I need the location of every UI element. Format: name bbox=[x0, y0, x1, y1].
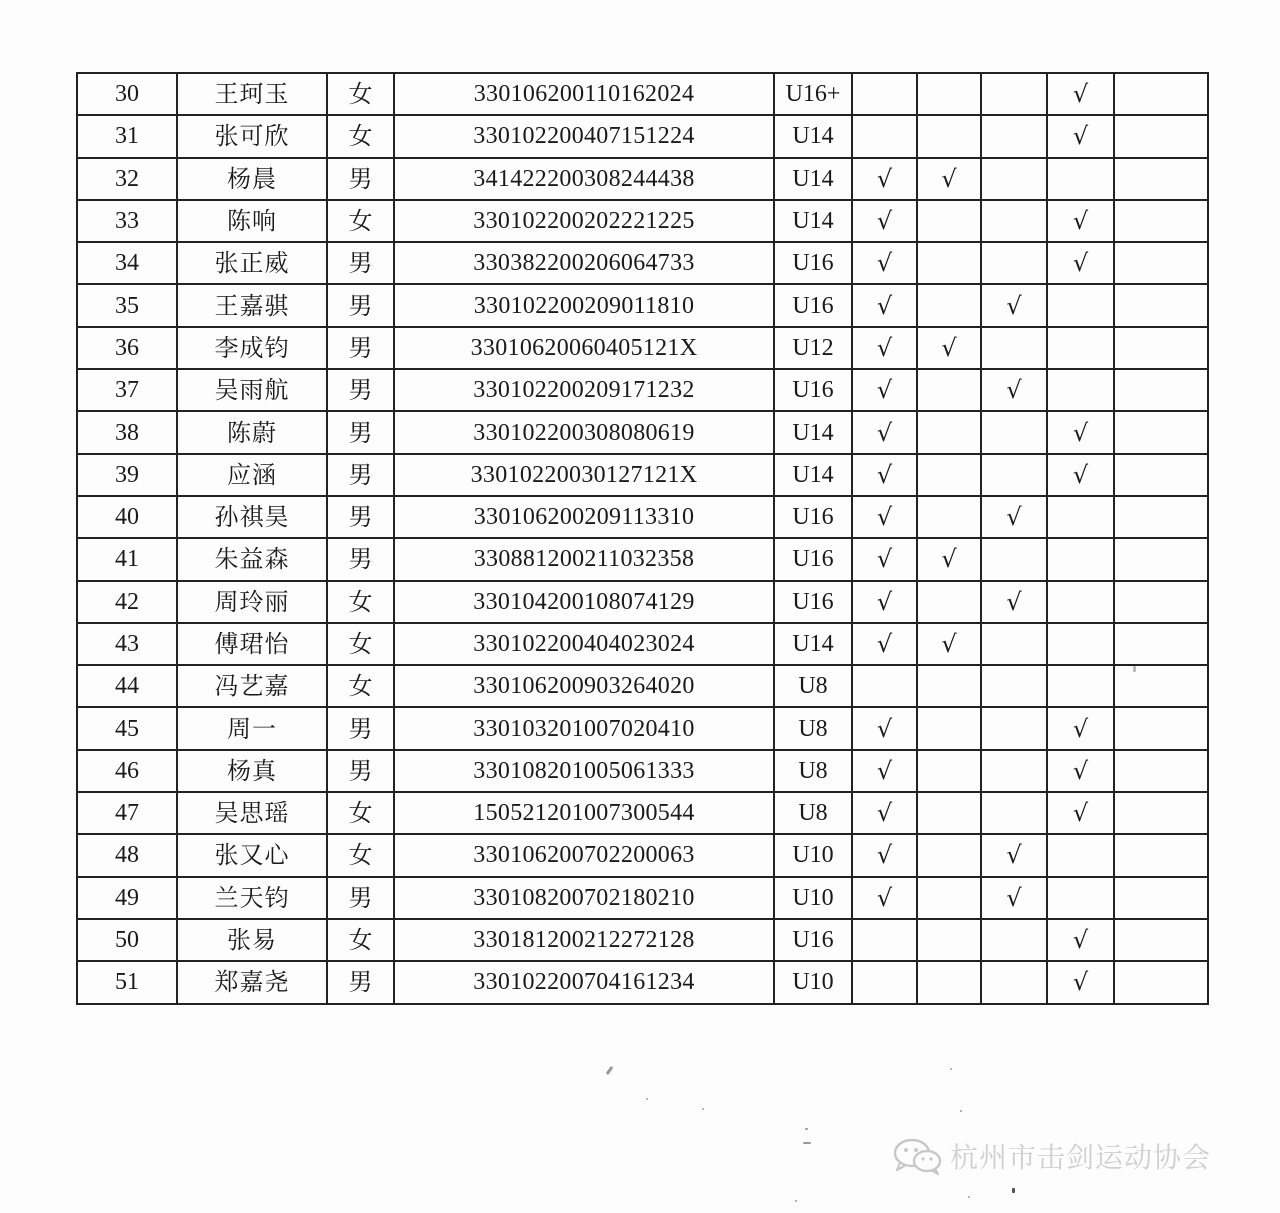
cell-gender: 女 bbox=[327, 581, 394, 623]
cell-check-5 bbox=[1114, 496, 1208, 538]
cell-name: 郑嘉尧 bbox=[177, 961, 327, 1003]
cell-check-3: √ bbox=[981, 496, 1047, 538]
cell-id-number: 330102200308080619 bbox=[394, 411, 774, 453]
cell-check-3: √ bbox=[981, 284, 1047, 326]
cell-id-number: 33010220030127121X bbox=[394, 454, 774, 496]
cell-name: 张可欣 bbox=[177, 115, 327, 157]
table-row bbox=[77, 623, 1208, 665]
cell-check-5 bbox=[1114, 115, 1208, 157]
cell-check-1: √ bbox=[852, 242, 917, 284]
cell-age-group: U14 bbox=[774, 158, 852, 200]
cell-check-5 bbox=[1114, 369, 1208, 411]
cell-number: 36 bbox=[77, 327, 177, 369]
cell-age-group: U8 bbox=[774, 750, 852, 792]
cell-check-4: √ bbox=[1047, 792, 1114, 834]
cell-check-1 bbox=[852, 73, 917, 115]
cell-check-4: √ bbox=[1047, 115, 1114, 157]
cell-number: 31 bbox=[77, 115, 177, 157]
cell-check-1 bbox=[852, 961, 917, 1003]
cell-id-number: 150521201007300544 bbox=[394, 792, 774, 834]
cell-check-4 bbox=[1047, 665, 1114, 707]
cell-check-3: √ bbox=[981, 581, 1047, 623]
cell-name: 张易 bbox=[177, 919, 327, 961]
cell-check-5 bbox=[1114, 750, 1208, 792]
cell-check-1: √ bbox=[852, 369, 917, 411]
cell-check-3: √ bbox=[981, 834, 1047, 876]
cell-name: 王嘉骐 bbox=[177, 284, 327, 326]
cell-check-4 bbox=[1047, 623, 1114, 665]
cell-check-1: √ bbox=[852, 877, 917, 919]
cell-gender: 女 bbox=[327, 115, 394, 157]
scan-speck bbox=[805, 1128, 808, 1130]
cell-check-1: √ bbox=[852, 707, 917, 749]
cell-age-group: U16 bbox=[774, 369, 852, 411]
cell-gender: 男 bbox=[327, 454, 394, 496]
cell-number: 45 bbox=[77, 707, 177, 749]
cell-check-4 bbox=[1047, 284, 1114, 326]
cell-name: 吴思瑶 bbox=[177, 792, 327, 834]
table-row bbox=[77, 411, 1208, 453]
watermark bbox=[892, 1136, 1211, 1176]
cell-check-2 bbox=[917, 665, 981, 707]
cell-gender: 男 bbox=[327, 369, 394, 411]
cell-check-3 bbox=[981, 707, 1047, 749]
cell-id-number: 330108201005061333 bbox=[394, 750, 774, 792]
cell-check-5 bbox=[1114, 792, 1208, 834]
cell-gender: 男 bbox=[327, 707, 394, 749]
cell-check-5 bbox=[1114, 919, 1208, 961]
cell-id-number: 330102200704161234 bbox=[394, 961, 774, 1003]
table-row bbox=[77, 877, 1208, 919]
cell-gender: 女 bbox=[327, 73, 394, 115]
table-row bbox=[77, 834, 1208, 876]
cell-id-number: 330104200108074129 bbox=[394, 581, 774, 623]
cell-number: 32 bbox=[77, 158, 177, 200]
cell-check-1: √ bbox=[852, 538, 917, 580]
cell-name: 张正威 bbox=[177, 242, 327, 284]
cell-check-2 bbox=[917, 73, 981, 115]
cell-number: 44 bbox=[77, 665, 177, 707]
cell-name: 吴雨航 bbox=[177, 369, 327, 411]
cell-check-1: √ bbox=[852, 581, 917, 623]
scan-speck bbox=[960, 1110, 962, 1112]
watermark-text: 杭州市击剑运动协会 bbox=[950, 1141, 1212, 1174]
cell-number: 51 bbox=[77, 961, 177, 1003]
cell-number: 42 bbox=[77, 581, 177, 623]
cell-check-5 bbox=[1114, 581, 1208, 623]
cell-check-5 bbox=[1114, 665, 1208, 707]
table-row bbox=[77, 792, 1208, 834]
cell-check-3 bbox=[981, 73, 1047, 115]
cell-age-group: U10 bbox=[774, 961, 852, 1003]
cell-check-5 bbox=[1114, 284, 1208, 326]
cell-check-3 bbox=[981, 242, 1047, 284]
cell-id-number: 330102200202221225 bbox=[394, 200, 774, 242]
cell-id-number: 330108200702180210 bbox=[394, 877, 774, 919]
cell-check-3 bbox=[981, 750, 1047, 792]
cell-age-group: U12 bbox=[774, 327, 852, 369]
cell-check-1 bbox=[852, 665, 917, 707]
cell-number: 41 bbox=[77, 538, 177, 580]
cell-age-group: U8 bbox=[774, 792, 852, 834]
table-row bbox=[77, 115, 1208, 157]
cell-check-4: √ bbox=[1047, 707, 1114, 749]
cell-check-5 bbox=[1114, 327, 1208, 369]
scan-speck bbox=[1012, 1188, 1015, 1193]
cell-number: 30 bbox=[77, 73, 177, 115]
cell-check-1: √ bbox=[852, 834, 917, 876]
cell-gender: 男 bbox=[327, 750, 394, 792]
cell-name: 杨晨 bbox=[177, 158, 327, 200]
cell-check-1: √ bbox=[852, 623, 917, 665]
cell-check-4: √ bbox=[1047, 242, 1114, 284]
cell-check-4 bbox=[1047, 877, 1114, 919]
scan-speck bbox=[606, 1066, 614, 1075]
cell-age-group: U14 bbox=[774, 115, 852, 157]
cell-id-number: 33010620060405121X bbox=[394, 327, 774, 369]
cell-id-number: 330102200404023024 bbox=[394, 623, 774, 665]
cell-check-2 bbox=[917, 454, 981, 496]
table-row bbox=[77, 496, 1208, 538]
cell-check-4: √ bbox=[1047, 411, 1114, 453]
table-row bbox=[77, 581, 1208, 623]
cell-check-2 bbox=[917, 792, 981, 834]
cell-check-2 bbox=[917, 200, 981, 242]
cell-check-4: √ bbox=[1047, 750, 1114, 792]
cell-check-2 bbox=[917, 750, 981, 792]
cell-id-number: 330382200206064733 bbox=[394, 242, 774, 284]
table-row bbox=[77, 454, 1208, 496]
cell-check-4 bbox=[1047, 327, 1114, 369]
cell-check-4 bbox=[1047, 834, 1114, 876]
cell-age-group: U10 bbox=[774, 834, 852, 876]
cell-gender: 女 bbox=[327, 792, 394, 834]
cell-check-2 bbox=[917, 834, 981, 876]
scan-speck bbox=[968, 1196, 970, 1198]
cell-age-group: U8 bbox=[774, 707, 852, 749]
table-row bbox=[77, 327, 1208, 369]
cell-gender: 男 bbox=[327, 284, 394, 326]
cell-id-number: 330106200702200063 bbox=[394, 834, 774, 876]
cell-check-3 bbox=[981, 961, 1047, 1003]
table-row bbox=[77, 707, 1208, 749]
cell-check-5 bbox=[1114, 834, 1208, 876]
cell-check-3: √ bbox=[981, 369, 1047, 411]
cell-check-5 bbox=[1114, 200, 1208, 242]
cell-id-number: 330103201007020410 bbox=[394, 707, 774, 749]
cell-check-4: √ bbox=[1047, 200, 1114, 242]
cell-check-1: √ bbox=[852, 496, 917, 538]
table-row bbox=[77, 665, 1208, 707]
cell-gender: 男 bbox=[327, 538, 394, 580]
cell-check-3 bbox=[981, 538, 1047, 580]
scan-speck bbox=[646, 1098, 648, 1100]
cell-name: 张又心 bbox=[177, 834, 327, 876]
cell-gender: 女 bbox=[327, 623, 394, 665]
cell-check-2 bbox=[917, 581, 981, 623]
cell-check-1: √ bbox=[852, 327, 917, 369]
cell-check-1 bbox=[852, 919, 917, 961]
cell-check-2 bbox=[917, 284, 981, 326]
cell-number: 35 bbox=[77, 284, 177, 326]
cell-gender: 女 bbox=[327, 200, 394, 242]
cell-check-5 bbox=[1114, 454, 1208, 496]
cell-check-4 bbox=[1047, 496, 1114, 538]
scan-speck bbox=[702, 1108, 704, 1110]
cell-number: 40 bbox=[77, 496, 177, 538]
cell-check-2 bbox=[917, 961, 981, 1003]
cell-check-1 bbox=[852, 115, 917, 157]
cell-number: 38 bbox=[77, 411, 177, 453]
cell-check-2 bbox=[917, 411, 981, 453]
cell-id-number: 330181200212272128 bbox=[394, 919, 774, 961]
cell-number: 47 bbox=[77, 792, 177, 834]
cell-id-number: 330106200209113310 bbox=[394, 496, 774, 538]
cell-check-1: √ bbox=[852, 454, 917, 496]
cell-check-4 bbox=[1047, 538, 1114, 580]
table-row bbox=[77, 200, 1208, 242]
cell-age-group: U10 bbox=[774, 877, 852, 919]
cell-check-4: √ bbox=[1047, 961, 1114, 1003]
cell-check-5 bbox=[1114, 707, 1208, 749]
cell-check-1: √ bbox=[852, 750, 917, 792]
cell-check-3 bbox=[981, 665, 1047, 707]
cell-check-2: √ bbox=[917, 158, 981, 200]
table-row bbox=[77, 750, 1208, 792]
cell-number: 34 bbox=[77, 242, 177, 284]
cell-name: 周玲丽 bbox=[177, 581, 327, 623]
cell-name: 杨真 bbox=[177, 750, 327, 792]
cell-check-3 bbox=[981, 919, 1047, 961]
cell-number: 48 bbox=[77, 834, 177, 876]
cell-gender: 男 bbox=[327, 496, 394, 538]
cell-number: 39 bbox=[77, 454, 177, 496]
cell-number: 33 bbox=[77, 200, 177, 242]
cell-check-4 bbox=[1047, 369, 1114, 411]
cell-number: 50 bbox=[77, 919, 177, 961]
cell-age-group: U16 bbox=[774, 581, 852, 623]
cell-gender: 男 bbox=[327, 242, 394, 284]
table-row bbox=[77, 158, 1208, 200]
cell-gender: 男 bbox=[327, 411, 394, 453]
table-row bbox=[77, 73, 1208, 115]
cell-check-5 bbox=[1114, 623, 1208, 665]
cell-check-3 bbox=[981, 454, 1047, 496]
table-row bbox=[77, 538, 1208, 580]
cell-number: 43 bbox=[77, 623, 177, 665]
table-row bbox=[77, 369, 1208, 411]
cell-check-2 bbox=[917, 115, 981, 157]
table-row bbox=[77, 961, 1208, 1003]
cell-check-4 bbox=[1047, 158, 1114, 200]
cell-check-5 bbox=[1114, 877, 1208, 919]
cell-id-number: 330106200110162024 bbox=[394, 73, 774, 115]
cell-age-group: U16 bbox=[774, 538, 852, 580]
cell-id-number: 330102200407151224 bbox=[394, 115, 774, 157]
cell-check-2 bbox=[917, 919, 981, 961]
cell-check-1: √ bbox=[852, 411, 917, 453]
cell-gender: 男 bbox=[327, 327, 394, 369]
scan-speck bbox=[795, 1200, 797, 1202]
cell-gender: 女 bbox=[327, 665, 394, 707]
cell-check-3 bbox=[981, 623, 1047, 665]
cell-check-2: √ bbox=[917, 538, 981, 580]
wechat-logo-icon bbox=[892, 1136, 944, 1176]
cell-check-3 bbox=[981, 327, 1047, 369]
cell-id-number: 341422200308244438 bbox=[394, 158, 774, 200]
cell-gender: 男 bbox=[327, 158, 394, 200]
scan-speck bbox=[803, 1142, 811, 1144]
cell-name: 陈蔚 bbox=[177, 411, 327, 453]
cell-name: 朱益森 bbox=[177, 538, 327, 580]
cell-check-3 bbox=[981, 792, 1047, 834]
cell-age-group: U14 bbox=[774, 200, 852, 242]
cell-check-4: √ bbox=[1047, 919, 1114, 961]
cell-id-number: 330102200209171232 bbox=[394, 369, 774, 411]
cell-gender: 女 bbox=[327, 919, 394, 961]
cell-check-5 bbox=[1114, 538, 1208, 580]
cell-age-group: U14 bbox=[774, 411, 852, 453]
cell-check-3 bbox=[981, 200, 1047, 242]
cell-number: 37 bbox=[77, 369, 177, 411]
cell-gender: 男 bbox=[327, 877, 394, 919]
cell-name: 李成钧 bbox=[177, 327, 327, 369]
cell-age-group: U16+ bbox=[774, 73, 852, 115]
cell-name: 傅珺怡 bbox=[177, 623, 327, 665]
cell-check-1: √ bbox=[852, 200, 917, 242]
cell-check-2: √ bbox=[917, 327, 981, 369]
cell-gender: 女 bbox=[327, 834, 394, 876]
cell-check-4: √ bbox=[1047, 73, 1114, 115]
cell-check-3 bbox=[981, 411, 1047, 453]
cell-name: 孙祺昊 bbox=[177, 496, 327, 538]
cell-name: 冯艺嘉 bbox=[177, 665, 327, 707]
cell-name: 陈响 bbox=[177, 200, 327, 242]
cell-id-number: 330881200211032358 bbox=[394, 538, 774, 580]
scan-speck bbox=[950, 1068, 952, 1070]
cell-check-1: √ bbox=[852, 284, 917, 326]
cell-check-1: √ bbox=[852, 158, 917, 200]
cell-check-2 bbox=[917, 242, 981, 284]
cell-check-3 bbox=[981, 158, 1047, 200]
cell-check-1: √ bbox=[852, 792, 917, 834]
cell-name: 王珂玉 bbox=[177, 73, 327, 115]
cell-age-group: U8 bbox=[774, 665, 852, 707]
scan-speck bbox=[1133, 666, 1136, 672]
roster-body bbox=[77, 73, 1208, 1004]
cell-check-5 bbox=[1114, 242, 1208, 284]
cell-check-5 bbox=[1114, 961, 1208, 1003]
cell-name: 应涵 bbox=[177, 454, 327, 496]
athlete-roster-table bbox=[76, 72, 1209, 1005]
cell-age-group: U16 bbox=[774, 496, 852, 538]
cell-check-2 bbox=[917, 877, 981, 919]
cell-id-number: 330102200209011810 bbox=[394, 284, 774, 326]
cell-check-3: √ bbox=[981, 877, 1047, 919]
cell-check-5 bbox=[1114, 73, 1208, 115]
cell-number: 49 bbox=[77, 877, 177, 919]
cell-check-3 bbox=[981, 115, 1047, 157]
cell-check-4 bbox=[1047, 581, 1114, 623]
cell-check-4: √ bbox=[1047, 454, 1114, 496]
cell-check-5 bbox=[1114, 411, 1208, 453]
table-row bbox=[77, 242, 1208, 284]
cell-age-group: U14 bbox=[774, 623, 852, 665]
table-row bbox=[77, 284, 1208, 326]
cell-check-2 bbox=[917, 369, 981, 411]
cell-id-number: 330106200903264020 bbox=[394, 665, 774, 707]
cell-check-2: √ bbox=[917, 623, 981, 665]
cell-name: 兰天钧 bbox=[177, 877, 327, 919]
cell-check-2 bbox=[917, 707, 981, 749]
cell-age-group: U14 bbox=[774, 454, 852, 496]
cell-gender: 男 bbox=[327, 961, 394, 1003]
cell-check-5 bbox=[1114, 158, 1208, 200]
cell-name: 周一 bbox=[177, 707, 327, 749]
cell-check-2 bbox=[917, 496, 981, 538]
cell-age-group: U16 bbox=[774, 242, 852, 284]
cell-age-group: U16 bbox=[774, 919, 852, 961]
cell-number: 46 bbox=[77, 750, 177, 792]
cell-age-group: U16 bbox=[774, 284, 852, 326]
table-row bbox=[77, 919, 1208, 961]
